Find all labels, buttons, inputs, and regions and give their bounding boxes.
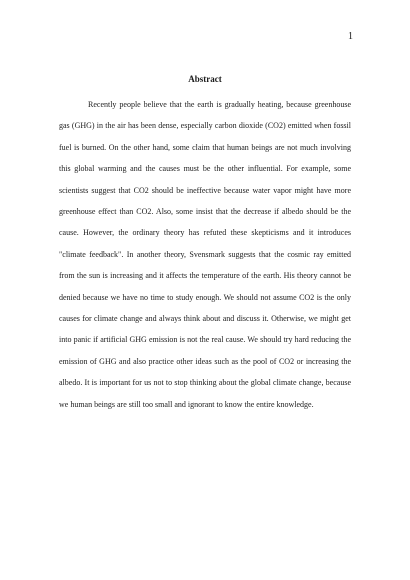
abstract-body: Recently people believe that the earth is gradually heating, because greenhouse gas (GHG) in the air has been dense, especially carbon dioxide (CO2) emitted when fossil fuel is burned. On the other hand, some claim that human beings are not much involving this global warming and the causes must be the other influential. For example, some scientists suggest that CO2 should be ineffective because water vapor might have more greenhouse effect than CO2. Also, some insist that the decrease if albedo should be the cause. However, the ordinary theory has refuted these skepticisms and it introduces "climate feedback". In another theory, Svensmark suggests that the cosmic ray emitted from the sun is increasing and it affects the temperature of the earth. His theory cannot be denied because we have no time to study enough. We should not assume CO2 is the only causes for climate change and always think about and discuss it. Otherwise, we might get into panic if artificial GHG emission is not the real cause. We should try hard reducing the emission of GHG and also practice other ideas such as the pool of CO2 or increasing the albedo. It is important for us not to stop thinking about the global climate change, because we human beings are still too small and ignorant to know the entire knowledge. bbox=[59, 100, 351, 409]
page-number: 1 bbox=[348, 31, 353, 42]
abstract-title: Abstract bbox=[188, 74, 222, 84]
